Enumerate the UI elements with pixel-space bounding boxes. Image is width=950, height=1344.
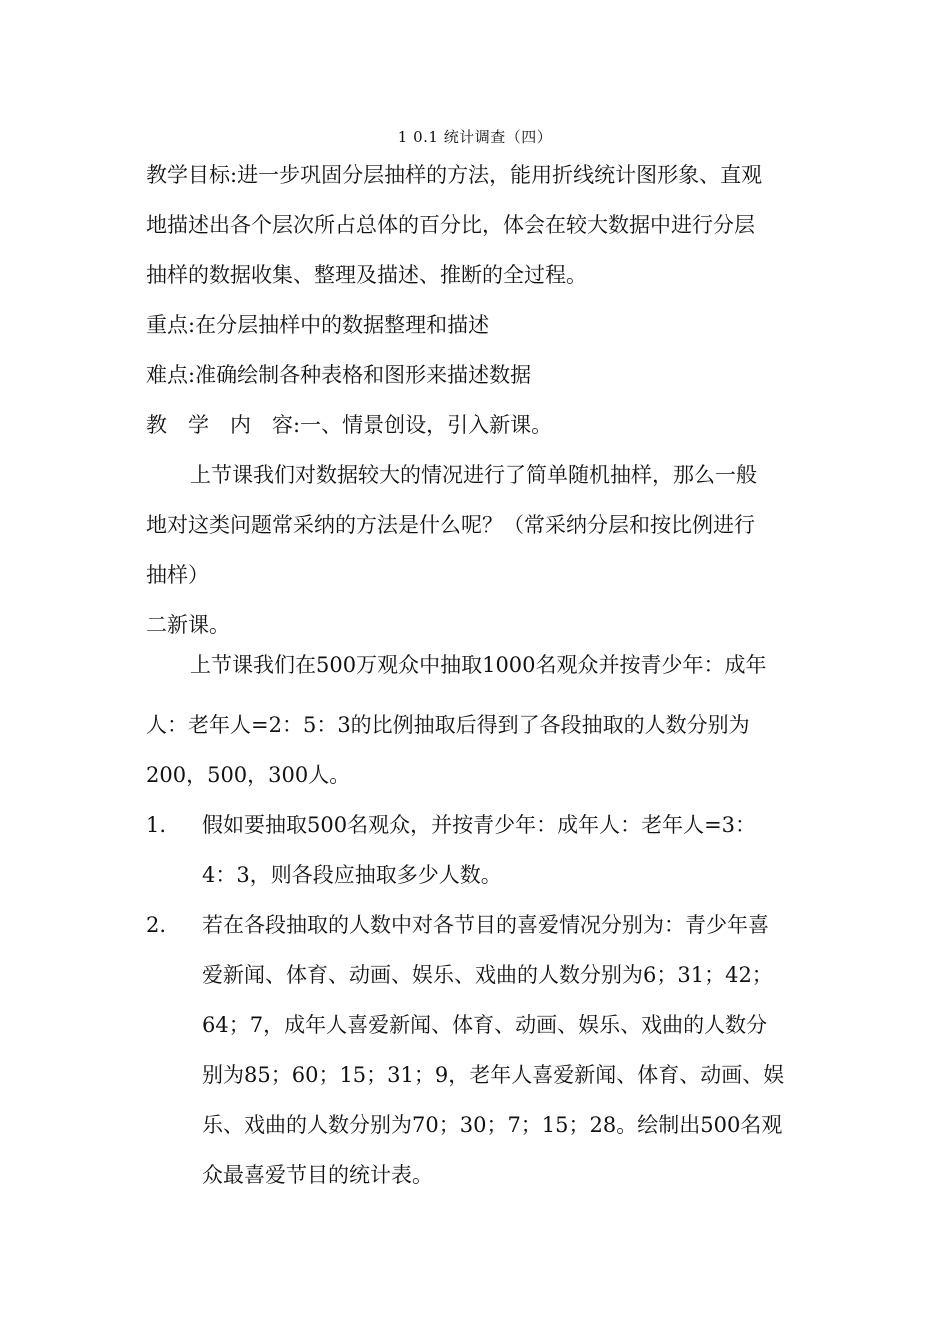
item-2-line-6: 众最喜爱节目的统计表。 [202,1163,433,1187]
item-2-line-2: 爱新闻、体育、动画、娱乐、戏曲的人数分别为6；31；42； [202,963,773,987]
item-2-line-1: 若在各段抽取的人数中对各节目的喜爱情况分别为：青少年喜 [202,913,769,937]
recap-line-1: 上节课我们在500万观众中抽取1000名观众并按青少年：成年 [190,653,767,677]
item-1-line-1: 假如要抽取500名观众，并按青少年：成年人：老年人=3： [202,813,757,837]
content-heading: 教 学 内 容:一、情景创设，引入新课。 [146,413,553,437]
difficulty: 难点:准确绘制各种表格和图形来描述数据 [146,363,532,387]
item-1-line-2: 4：3，则各段应抽取多少人数。 [202,863,502,887]
document-title: 1 0.1 统计调查（四） [397,128,553,146]
objectives-line-3: 抽样的数据收集、整理及描述、推断的全过程。 [146,263,587,287]
objectives-line-2: 地描述出各个层次所占总体的百分比，体会在较大数据中进行分层 [146,213,755,237]
item-number-2: 2. [146,913,167,937]
recap-line-3: 200，500，300人。 [146,763,351,787]
item-number-1: 1. [146,813,167,837]
recap-line-2: 人：老年人=2：5：3的比例抽取后得到了各段抽取的人数分别为 [146,713,750,737]
item-2-line-4: 别为85；60；15；31；9，老年人喜爱新闻、体育、动画、娱 [202,1063,785,1087]
intro-line-1: 上节课我们对数据较大的情况进行了简单随机抽样，那么一般 [190,463,757,487]
item-2-line-3: 64；7，成年人喜爱新闻、体育、动画、娱乐、戏曲的人数分 [202,1013,768,1037]
section2-heading: 二新课。 [146,613,230,637]
key-point: 重点:在分层抽样中的数据整理和描述 [146,313,490,337]
item-2-line-5: 乐、戏曲的人数分别为70；30；7；15；28。绘制出500名观 [202,1113,783,1137]
objectives-line-1: 教学目标:进一步巩固分层抽样的方法，能用折线统计图形象、直观 [146,163,763,187]
intro-line-3: 抽样） [146,563,209,587]
intro-line-2: 地对这类问题常采纳的方法是什么呢？（常采纳分层和按比例进行 [146,513,755,537]
